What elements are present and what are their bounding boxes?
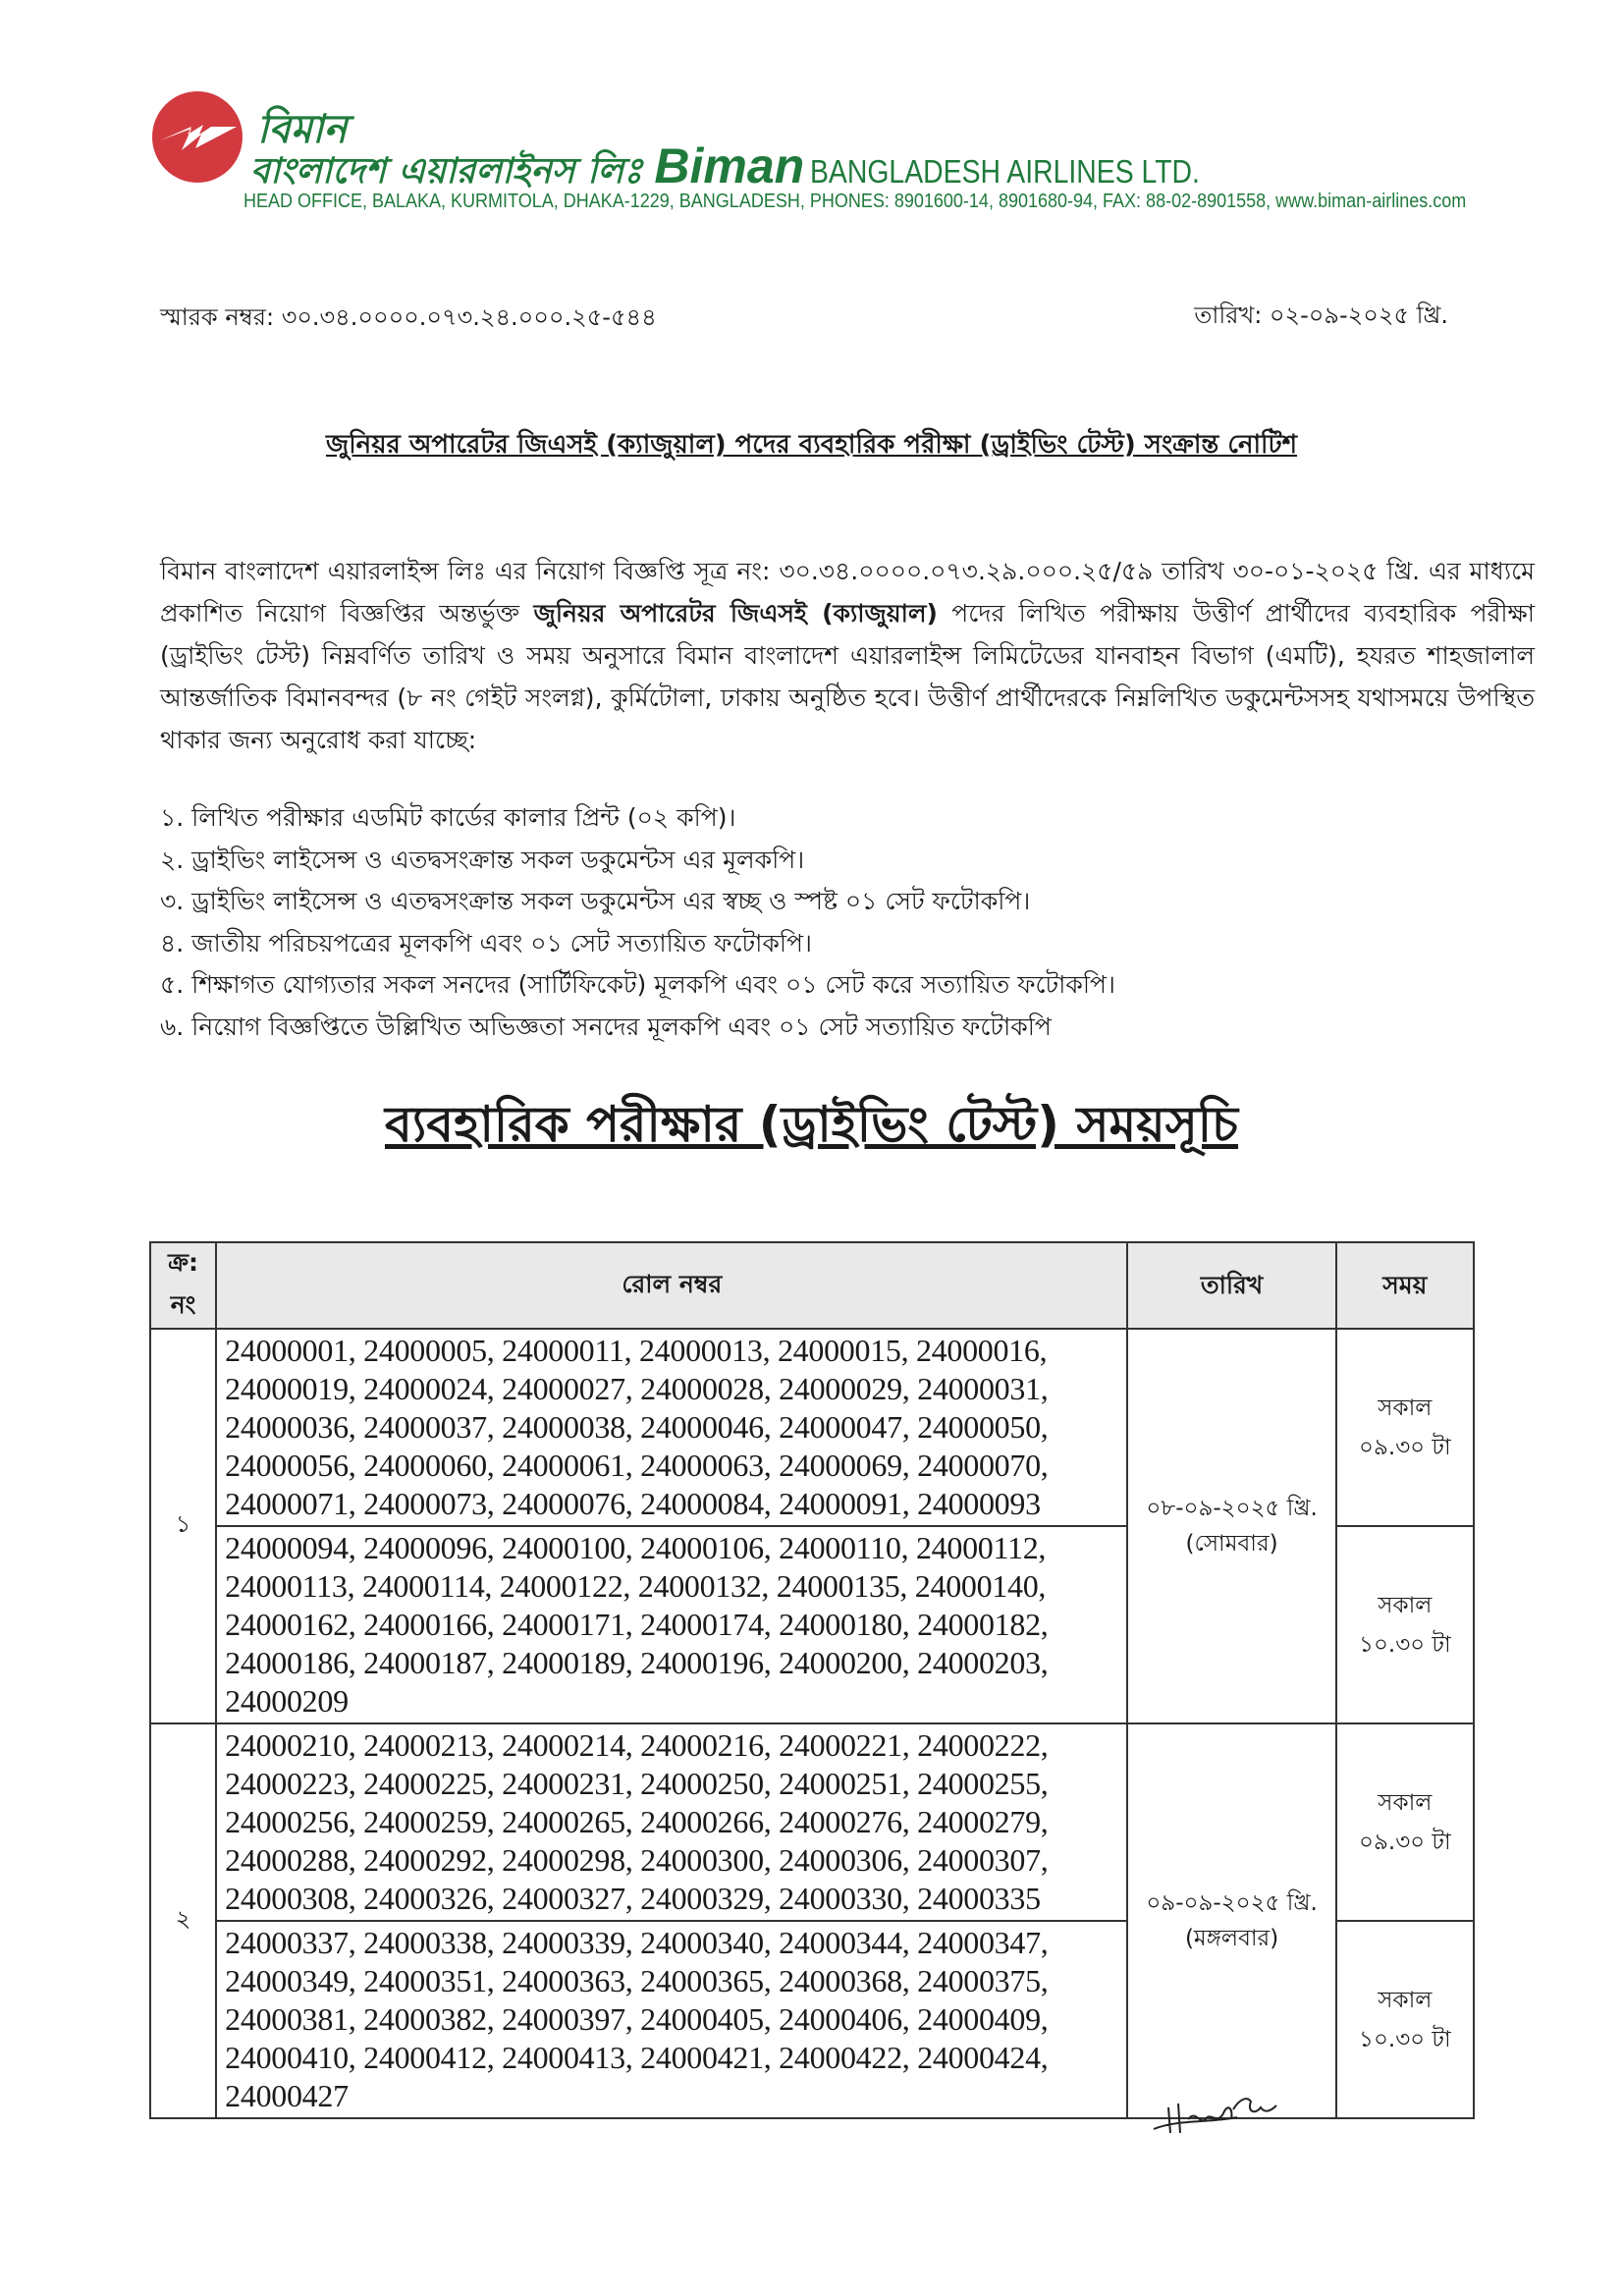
- memo-number: স্মারক নম্বর: ৩০.৩৪.০০০০.০৭৩.২৪.০০০.২৫-৫৪৪: [160, 303, 657, 331]
- time-cell: [1336, 1921, 1474, 2118]
- roll-cell: [216, 1921, 1127, 2118]
- list-item: ৫. শিক্ষাগত যোগ্যতার সকল সনদের (সার্টিফিকেট) মূলকপি এবং ০১ সেট করে সত্যায়িত ফটোকপি।: [160, 970, 1115, 999]
- header-serial-line2: নং: [170, 1290, 196, 1319]
- roll-line: 24000349, 24000351, 24000363, 24000365, 24000368, 24000375,: [225, 1963, 1049, 1998]
- roll-line: 24000256, 24000259, 24000265, 24000266, 24000276, 24000279,: [225, 1804, 1049, 1839]
- roll-line: 24000186, 24000187, 24000189, 24000196, 24000200, 24000203,: [225, 1645, 1049, 1680]
- logo-bangla-name: বিমান: [257, 107, 348, 152]
- list-item: ৬. নিয়োগ বিজ্ঞপ্তিতে উল্লিখিত অভিজ্ঞতা সনদের মূলকপি এবং ০১ সেট সত্যায়িত ফটোকপি: [160, 1011, 1052, 1041]
- roll-line: 24000071, 24000073, 24000076, 24000084, 24000091, 24000093: [225, 1486, 1041, 1521]
- header-serial: [150, 1242, 216, 1329]
- roll-line: 24000410, 24000412, 24000413, 24000421, 24000422, 24000424,: [225, 2040, 1049, 2075]
- date-cell: [1127, 1329, 1335, 1723]
- header-date: তারিখ: [1127, 1242, 1335, 1329]
- exam-date: ০৮-০৯-২০২৫ খ্রি.: [1146, 1496, 1318, 1521]
- time-cell: [1336, 1329, 1474, 1526]
- time-value: ০৯.৩০ টা: [1359, 1829, 1451, 1855]
- schedule-table: [149, 1241, 1475, 2119]
- body-text: পদের লিখিত পরীক্ষায় উত্তীর্ণ প্রার্থীদের ব্যবহারিক পরীক্ষা (ড্রাইভিং টেস্ট) নিম্নবর্ণিত তারিখ ও সময় অনুসারে বিমান বাংলাদেশ এয়ারলাইন্স লিমিটেডের যানবাহন বিভাগ (এমটি), হযরত শাহজালাল আন্তর্জাতিক বিমানবন্দর (৮ নং গেইট সংলগ্ন), কুর্মিটোলা, ঢাকায় অনুষ্ঠিত হবে। উত্তীর্ণ প্রার্থীদেরকে নিম্নলিখিত ডকুমেন্টসসহ যথাসময়ে উপস্থিত থাকার জন্য অনুরোধ করা যাচ্ছে:: [160, 599, 1535, 754]
- roll-line: 24000381, 24000382, 24000397, 24000405, 24000406, 24000409,: [225, 2001, 1049, 2037]
- exam-date: ০৯-০৯-২০২৫ খ্রি.: [1146, 1890, 1318, 1916]
- list-item: ২. ড্রাইভিং লাইসেন্স ও এতদ্বসংক্রান্ত সকল ডকুমেন্টস এর মূলকপি।: [160, 845, 805, 874]
- notice-body: [160, 550, 1535, 761]
- body-text: বিমান বাংলাদেশ এয়ারলাইন্স লিঃ এর নিয়োগ বিজ্ঞপ্তি সূত্র নং: ৩০.৩৪.০০০০.০৭৩.২৯.০০০.২৫/৫৯ তারিখ ৩০-০১-২০২৫ খ্রি. এর মাধ্যমে প্রকাশিত নিয়োগ বিজ্ঞপ্তির অন্তর্ভুক্ত: [160, 557, 1535, 628]
- roll-line: 24000223, 24000225, 24000231, 24000250, 24000251, 24000255,: [225, 1766, 1049, 1801]
- schedule-title: ব্যবহারিক পরীক্ষার (ড্রাইভিং টেস্ট) সময়সূচি: [384, 1096, 1239, 1153]
- biman-logo-icon: [152, 91, 243, 183]
- roll-line: 24000162, 24000166, 24000171, 24000174, 24000180, 24000182,: [225, 1607, 1049, 1642]
- table-row: [150, 1329, 1474, 1526]
- header-time: সময়: [1336, 1242, 1474, 1329]
- roll-line: 24000056, 24000060, 24000061, 24000063, 24000069, 24000070,: [225, 1448, 1049, 1483]
- time-period: সকাল: [1378, 1394, 1433, 1421]
- list-item: ৩. ড্রাইভিং লাইসেন্স ও এতদ্বসংক্রান্ত সকল ডকুমেন্টস এর স্বচ্ছ ও স্পষ্ট ০১ সেট ফটোকপি।: [160, 887, 1031, 915]
- time-value: ১০.৩০ টা: [1359, 2026, 1451, 2052]
- roll-line: 24000036, 24000037, 24000038, 24000046, 24000047, 24000050,: [225, 1409, 1049, 1445]
- time-value: ১০.৩০ টা: [1359, 1631, 1451, 1658]
- table-header-row: [150, 1242, 1474, 1329]
- header-serial-line1: ক্র:: [168, 1248, 199, 1277]
- roll-line: 24000209: [225, 1683, 349, 1719]
- logo-biman: Biman: [654, 138, 805, 193]
- roll-cell: [216, 1329, 1127, 1526]
- letterhead-address: HEAD OFFICE, BALAKA, KURMITOLA, DHAKA-1229, BANGLADESH, PHONES: 8901600-14, 8901680-94, FAX: 88-02-8901558, www.biman-airlines.com: [243, 191, 1467, 212]
- body-post-name: জুনিয়র অপারেটর জিএসই (ক্যাজুয়াল): [533, 599, 938, 628]
- serial-cell: ২: [150, 1723, 216, 2118]
- roll-line: 24000427: [225, 2078, 349, 2113]
- time-cell: [1336, 1723, 1474, 1921]
- exam-weekday: (সোমবার): [1185, 1531, 1278, 1557]
- exam-weekday: (মঙ্গলবার): [1184, 1926, 1279, 1951]
- time-period: সকাল: [1378, 1592, 1433, 1618]
- logo-bangla-company: বাংলাদেশ এয়ারলাইনস লিঃ: [250, 151, 643, 191]
- roll-cell: [216, 1723, 1127, 1921]
- roll-line: 24000019, 24000024, 24000027, 24000028, 24000029, 24000031,: [225, 1371, 1049, 1406]
- logo-company-name: BANGLADESH AIRLINES LTD.: [810, 153, 1201, 190]
- signature: [1149, 2090, 1286, 2143]
- serial-cell: ১: [150, 1329, 216, 1723]
- list-item: ৪. জাতীয় পরিচয়পত্রের মূলকপি এবং ০১ সেট সত্যায়িত ফটোকপি।: [160, 928, 812, 957]
- documents-list: [160, 797, 1115, 1048]
- table-row: [150, 1723, 1474, 1921]
- roll-line: 24000001, 24000005, 24000011, 24000013, 24000015, 24000016,: [225, 1333, 1048, 1368]
- list-item: ১. লিখিত পরীক্ষার এডমিট কার্ডের কালার প্রিন্ট (০২ কপি)।: [160, 803, 736, 832]
- time-period: সকাল: [1378, 1789, 1433, 1816]
- header-roll: রোল নম্বর: [216, 1242, 1127, 1329]
- roll-cell: [216, 1526, 1127, 1723]
- roll-line: 24000288, 24000292, 24000298, 24000300, 24000306, 24000307,: [225, 1842, 1049, 1878]
- issue-date: তারিখ: ০২-০৯-২০২৫ খ্রি.: [1194, 301, 1448, 329]
- roll-line: 24000210, 24000213, 24000214, 24000216, 24000221, 24000222,: [225, 1727, 1049, 1763]
- roll-line: 24000308, 24000326, 24000327, 24000329, 24000330, 24000335: [225, 1881, 1041, 1916]
- roll-line: 24000113, 24000114, 24000122, 24000132, 24000135, 24000140,: [225, 1568, 1047, 1604]
- roll-line: 24000094, 24000096, 24000100, 24000106, 24000110, 24000112,: [225, 1530, 1047, 1565]
- date-cell: [1127, 1723, 1335, 2118]
- roll-line: 24000337, 24000338, 24000339, 24000340, 24000344, 24000347,: [225, 1925, 1049, 1960]
- notice-subject: জুনিয়র অপারেটর জিএসই (ক্যাজুয়াল) পদের ব্যবহারিক পরীক্ষা (ড্রাইভিং টেস্ট) সংক্রান্ত নোটিশ: [325, 430, 1298, 460]
- time-cell: [1336, 1526, 1474, 1723]
- time-value: ০৯.৩০ টা: [1359, 1434, 1451, 1460]
- time-period: সকাল: [1378, 1987, 1433, 2013]
